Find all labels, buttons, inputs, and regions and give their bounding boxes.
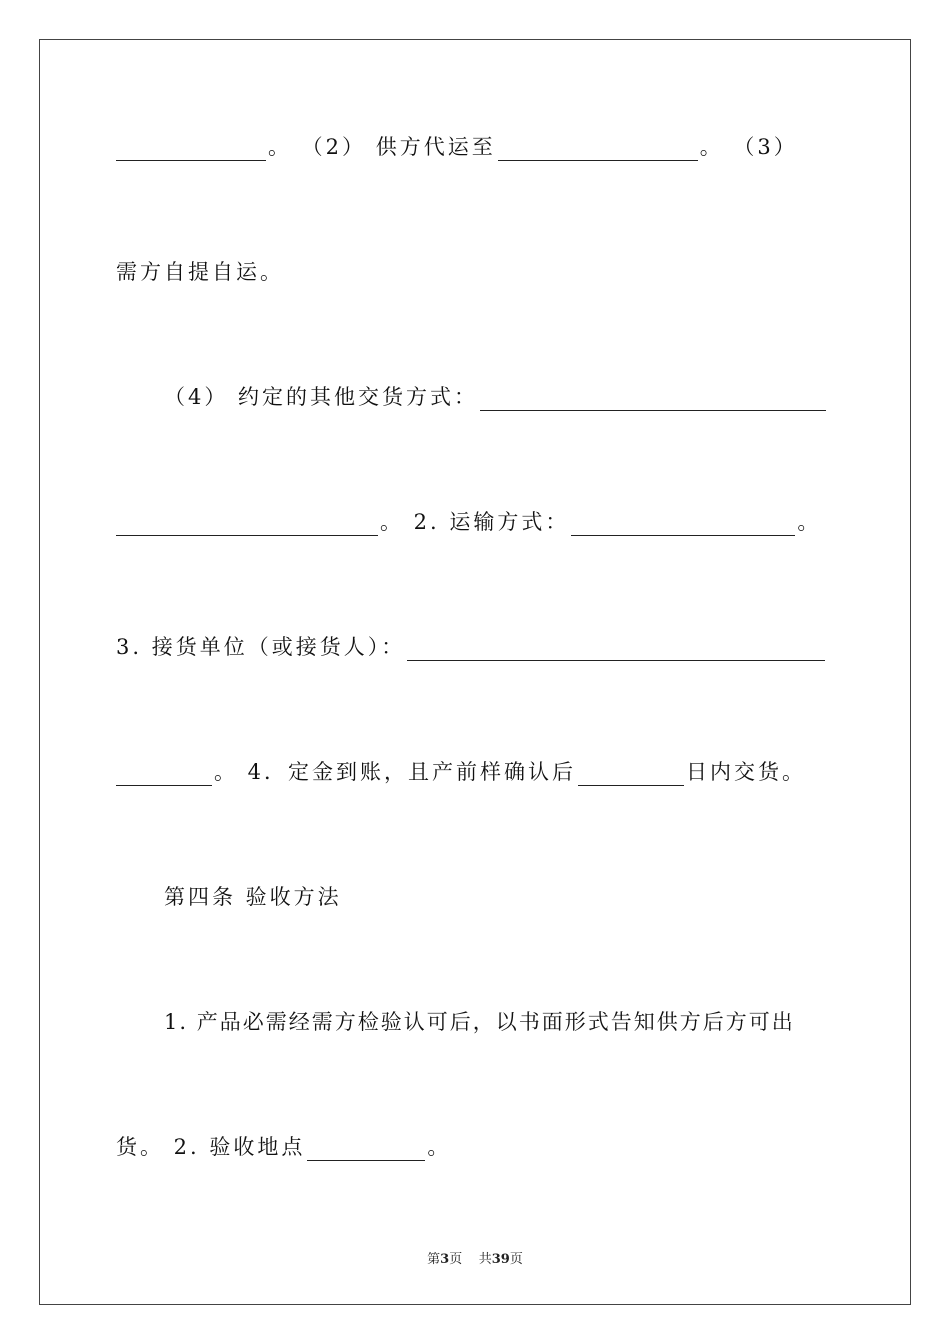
footer-total-number: 39 xyxy=(491,1252,510,1267)
footer-total-suffix: 页 xyxy=(509,1252,523,1267)
text-line-6 xyxy=(116,758,806,786)
text-line-3 xyxy=(164,383,828,411)
page-border xyxy=(39,39,911,1305)
text-segment: 需方自提自运。 xyxy=(116,260,284,284)
text-segment: 。 xyxy=(797,510,822,534)
text-segment: 。 （2） 供方代运至 xyxy=(268,135,496,159)
text-segment: 第四条 验收方法 xyxy=(164,885,342,909)
text-segment: 日内交货。 xyxy=(686,760,807,784)
text-line-2 xyxy=(116,258,284,286)
section-heading xyxy=(164,883,342,911)
text-segment: 。 xyxy=(427,1135,452,1159)
footer-total-prefix: 共 xyxy=(478,1252,492,1267)
text-line-5 xyxy=(116,633,827,661)
text-line-1 xyxy=(116,133,798,161)
text-line-8 xyxy=(164,1008,795,1036)
fill-blank[interactable] xyxy=(498,138,698,161)
fill-blank[interactable] xyxy=(307,1138,425,1161)
text-segment: 。 2. 运输方式： xyxy=(380,510,570,534)
fill-blank[interactable] xyxy=(116,138,266,161)
fill-blank[interactable] xyxy=(407,638,825,661)
fill-blank[interactable] xyxy=(116,763,212,786)
fill-blank[interactable] xyxy=(578,763,684,786)
text-segment: 。 （3） xyxy=(699,135,798,159)
text-segment: 。 4．定金到账，且产前样确认后 xyxy=(214,760,577,784)
footer-page-prefix: 第 xyxy=(427,1252,441,1267)
text-segment: （4） 约定的其他交货方式： xyxy=(164,385,479,409)
fill-blank[interactable] xyxy=(116,513,378,536)
page-footer xyxy=(0,1248,950,1267)
text-segment: 1. 产品必需经需方检验认可后，以书面形式告知供方后方可出 xyxy=(164,1010,795,1034)
fill-blank[interactable] xyxy=(571,513,795,536)
footer-page-suffix: 页 xyxy=(449,1252,463,1267)
fill-blank[interactable] xyxy=(480,388,826,411)
footer-page-number: 3 xyxy=(440,1252,450,1267)
text-line-9 xyxy=(116,1133,451,1161)
text-line-4 xyxy=(116,508,821,536)
text-segment: 货。 2. 验收地点 xyxy=(116,1135,306,1159)
text-segment: 3. 接货单位（或接货人）： xyxy=(116,635,406,659)
